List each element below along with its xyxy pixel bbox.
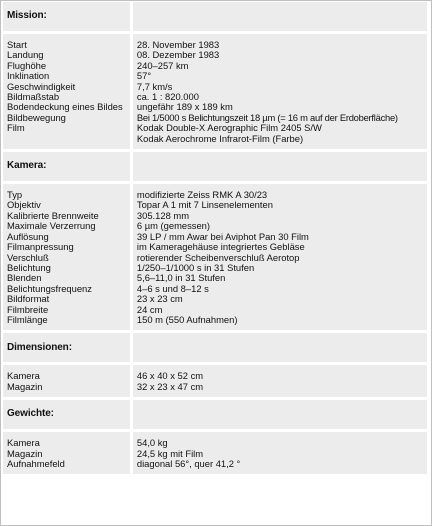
section-heading-blank xyxy=(133,152,427,181)
spec-label: Bildmaßstab xyxy=(7,91,60,103)
section-heading-blank xyxy=(133,2,427,31)
section-body-row xyxy=(3,365,427,397)
spec-label: Bildbewegung xyxy=(7,111,66,123)
spec-value: 1/250–1/1000 s in 31 Stufen xyxy=(136,261,255,273)
spec-label: Maximale Verzerrung xyxy=(7,220,96,232)
spec-value: rotierender Scheibenverschluß Aerotop xyxy=(136,251,300,263)
section-heading: Dimensionen: xyxy=(3,333,130,362)
spec-value: 46 x 40 x 52 cm xyxy=(136,370,204,382)
spec-label: Magazin xyxy=(7,380,43,392)
spec-value: Kodak Aerochrome Infrarot-Film (Farbe) xyxy=(136,132,304,144)
spec-value: 24 cm xyxy=(136,303,163,315)
spec-label: Belichtung xyxy=(7,261,51,273)
value-column xyxy=(133,432,427,474)
spec-value: 6 µm (gemessen) xyxy=(136,220,211,232)
spec-label: Landung xyxy=(7,49,44,61)
spec-label: Belichtungsfrequenz xyxy=(7,282,92,294)
section-heading: Kamera: xyxy=(3,152,130,181)
section-header-row xyxy=(3,152,427,181)
spec-value: 240–257 km xyxy=(136,59,189,71)
spec-value: 32 x 23 x 47 cm xyxy=(136,380,204,392)
spec-label: Flughöhe xyxy=(7,59,47,71)
spec-value: 54,0 kg xyxy=(136,437,168,449)
spec-value: 7,7 km/s xyxy=(136,80,173,92)
spec-label: Verschluß xyxy=(7,251,49,263)
section-header-row xyxy=(3,2,427,31)
spec-value: Bei 1/5000 s Belichtungszeit 18 µm (= 16 m auf der Erdoberfläche) xyxy=(136,111,398,123)
section-body-row xyxy=(3,184,427,330)
spec-label: Filmlänge xyxy=(7,313,48,325)
spec-label: Start xyxy=(7,39,27,50)
spec-label: Typ xyxy=(7,189,23,201)
section-header-row xyxy=(3,400,427,429)
label-column xyxy=(3,365,130,397)
spec-value: 08. Dezember 1983 xyxy=(136,49,220,61)
spec-label: Blenden xyxy=(7,272,42,284)
spec-label: Auflösung xyxy=(7,230,49,242)
spec-value: 305.128 mm xyxy=(136,209,190,221)
section-heading: Gewichte: xyxy=(3,400,130,429)
section-body-row xyxy=(3,432,427,474)
spec-value: diagonal 56°, quer 41,2 ° xyxy=(136,457,241,469)
value-column xyxy=(133,34,427,149)
label-column xyxy=(3,432,130,474)
spec-value: 4–6 s und 8–12 s xyxy=(136,282,209,294)
spec-value: Kodak Double-X Aerographic Film 2405 S/W xyxy=(136,122,322,134)
spec-value: im Kameragehäuse integriertes Gebläse xyxy=(136,241,305,253)
spec-value: 5,6–11,0 in 31 Stufen xyxy=(136,272,226,284)
section-heading-blank xyxy=(133,333,427,362)
spec-label: Kamera xyxy=(7,370,40,382)
spec-value: 28. November 1983 xyxy=(136,39,220,50)
spec-value: Topar A 1 mit 7 Linsenelementen xyxy=(136,199,273,211)
section-body-row xyxy=(3,34,427,149)
spec-label: Objektiv xyxy=(7,199,41,211)
spec-label: Film xyxy=(7,122,25,134)
spec-label: Geschwindigkeit xyxy=(7,80,76,92)
label-column xyxy=(3,34,130,149)
section-header-row xyxy=(3,333,427,362)
spec-value: 150 m (550 Aufnahmen) xyxy=(136,313,238,325)
spec-label: Kalibrierte Brennweite xyxy=(7,209,99,221)
spec-value: 24,5 kg mit Film xyxy=(136,447,204,459)
spec-value: 23 x 23 cm xyxy=(136,293,183,305)
spec-value: ungefähr 189 x 189 km xyxy=(136,101,233,113)
spec-label: Magazin xyxy=(7,447,43,459)
spec-label: Filmanpressung xyxy=(7,241,74,253)
spec-label: Inklination xyxy=(7,70,50,82)
spec-value: ca. 1 : 820.000 xyxy=(136,91,199,103)
spec-value: 39 LP / mm Awar bei Aviphot Pan 30 Film xyxy=(136,230,309,242)
spec-label: Bodendeckung eines Bildes xyxy=(7,101,123,113)
spec-label: Filmbreite xyxy=(7,303,49,315)
spec-value: modifizierte Zeiss RMK A 30/23 xyxy=(136,189,268,201)
spec-label: Aufnahmefeld xyxy=(7,457,65,469)
value-column xyxy=(133,184,427,330)
spec-label: Kamera xyxy=(7,437,40,449)
spec-label: Bildformat xyxy=(7,293,50,305)
label-column xyxy=(3,184,130,330)
section-heading-blank xyxy=(133,400,427,429)
value-column xyxy=(133,365,427,397)
spec-value: 57° xyxy=(136,70,152,82)
section-heading: Mission: xyxy=(3,2,130,31)
label-spacer xyxy=(7,134,126,144)
